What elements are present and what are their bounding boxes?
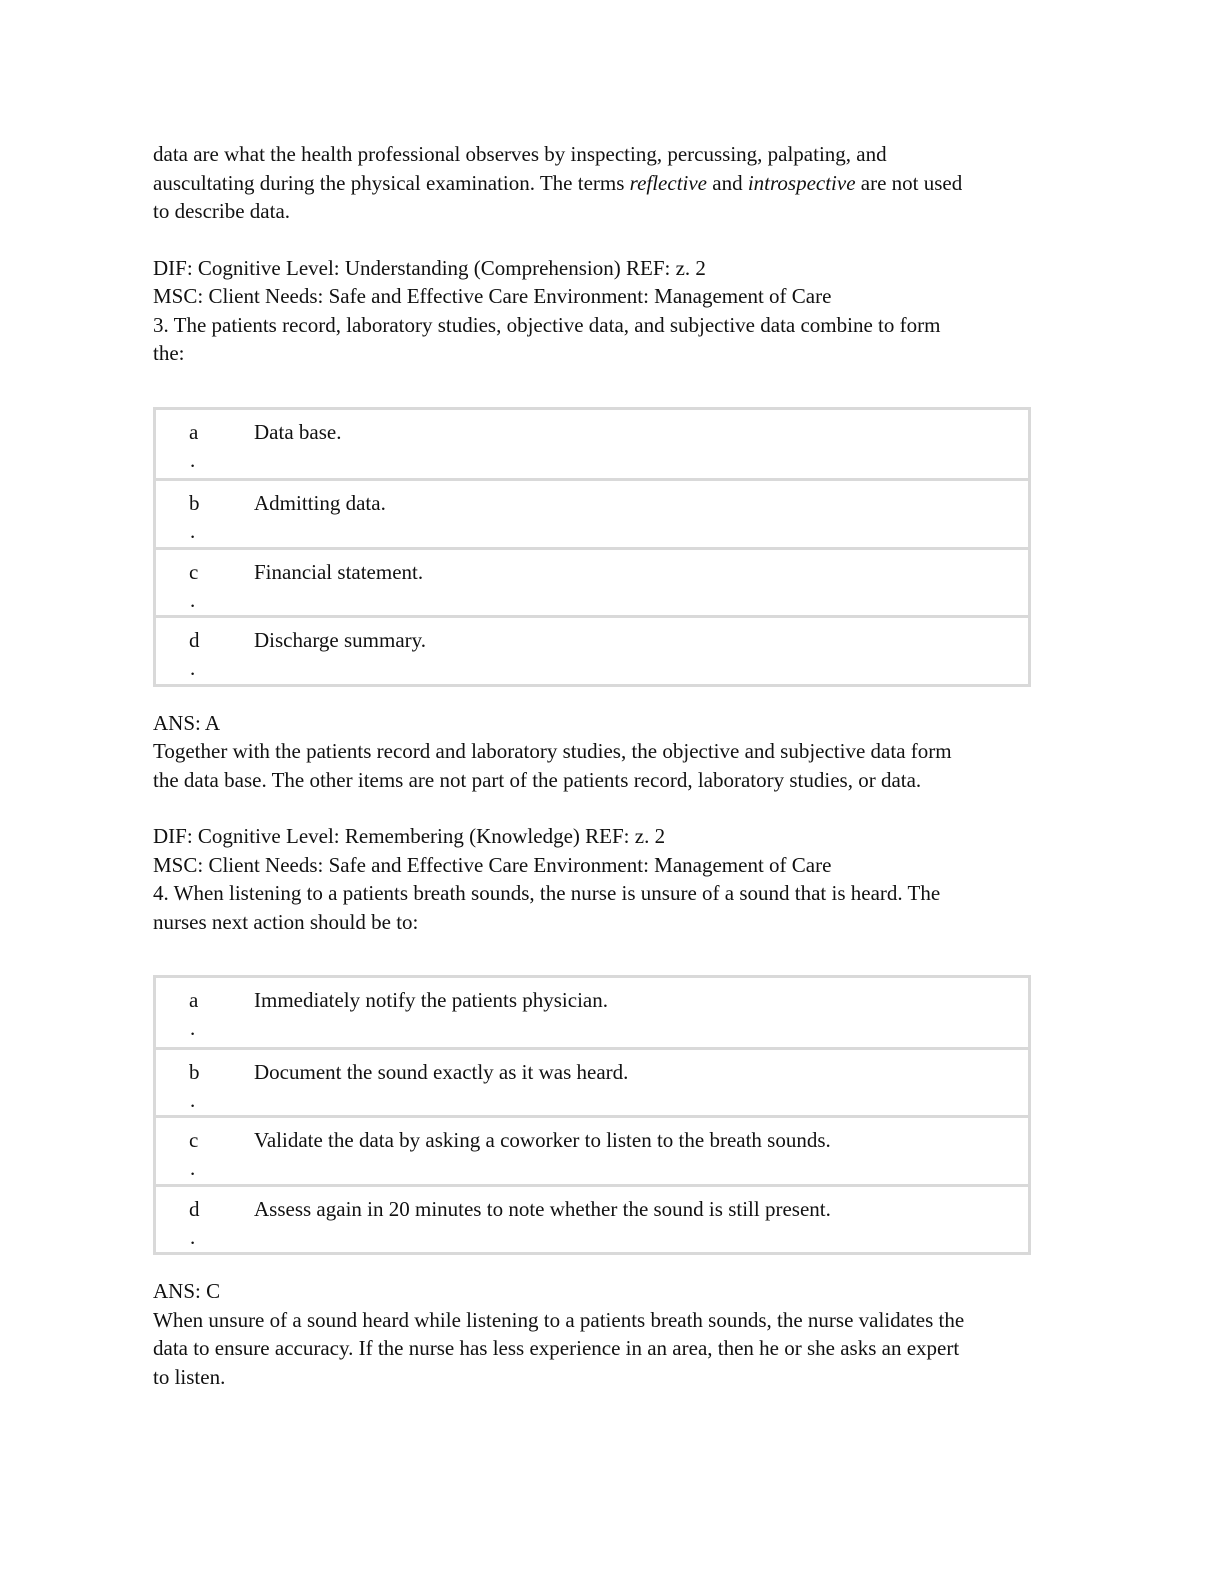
spacer [153,226,1053,254]
option-letter: a . [189,988,199,1040]
q3-dif: DIF: Cognitive Level: Remembering (Knowledge) REF: z. 2 [153,824,666,848]
spacer [153,368,1053,407]
q4-answer: ANS: C [153,1279,221,1303]
option-letter: c . [189,559,199,612]
q4-options-table [153,975,1031,1255]
q2-dif: DIF: Cognitive Level: Understanding (Comprehension) REF: z. 2 [153,255,706,280]
option-letter: b . [189,491,200,543]
intro-line-1: data are what the health professional observes by inspecting, percussing, palpating, and [153,142,887,166]
q4-rationale-line-1: When unsure of a sound heard while listening to a patients breath sounds, the nurse validates the [153,1307,965,1332]
option-text: Discharge summary. [254,628,427,652]
option-text: Immediately notify the patients physician. [254,988,608,1012]
q2-meta [153,254,1053,311]
spacer [153,687,1053,709]
q4-option-a[interactable] [156,978,1028,1047]
q3-rationale-line-1: Together with the patients record and laboratory studies, the objective and subjective data form [153,739,952,763]
option-letter: d . [189,628,200,680]
q3-msc: MSC: Client Needs: Safe and Effective Care Environment: Management of Care [153,852,832,877]
option-text: Document the sound exactly as it was heard. [254,1059,629,1084]
option-letter: c . [189,1128,199,1180]
option-letter: a . [189,419,199,472]
intro-line-3: to describe data. [153,199,291,223]
q4-stem-line-1: 4. When listening to a patients breath sounds, the nurse is unsure of a sound that is heard. The [153,881,941,905]
option-text: Assess again in 20 minutes to note whether the sound is still present. [254,1196,831,1221]
option-letter: d . [189,1196,200,1249]
option-text: Validate the data by asking a coworker to listen to the breath sounds. [254,1128,831,1152]
q3-options-table [153,407,1031,687]
spacer [153,794,1053,822]
question-3-stem [153,311,1053,368]
spacer [153,936,1053,975]
q4-option-c[interactable] [156,1115,1028,1184]
q3-stem-line-1: 3. The patients record, laboratory studies, objective data, and subjective data combine to form [153,312,941,337]
q3-answer: ANS: A [153,710,221,735]
q4-option-b[interactable] [156,1047,1028,1116]
q2-msc: MSC: Client Needs: Safe and Effective Care Environment: Management of Care [153,284,832,308]
term-reflective: reflective [629,170,708,195]
term-introspective: introspective [747,170,856,195]
q4-rationale-line-2: data to ensure accuracy. If the nurse has less experience in an area, then he or she asks an expert [153,1336,960,1360]
q3-stem-line-2: the: [153,341,185,365]
q3-option-c[interactable] [156,547,1028,616]
q3-option-b[interactable] [156,478,1028,547]
document-page [153,140,1053,1391]
q4-option-d[interactable] [156,1184,1028,1253]
option-text: Data base. [254,419,342,444]
intro-paragraph [153,140,1053,226]
q3-meta [153,822,1053,879]
q4-rationale-line-3: to listen. [153,1364,226,1389]
q3-answer-block [153,709,1053,795]
option-letter: b . [189,1059,200,1112]
q3-rationale-line-2: the data base. The other items are not part of the patients record, laboratory studies, or data. [153,767,922,792]
q4-stem-line-2: nurses next action should be to: [153,909,419,934]
q3-option-a[interactable] [156,410,1028,479]
q3-option-d[interactable] [156,615,1028,684]
question-4-stem [153,879,1053,936]
option-text: Admitting data. [254,491,386,515]
q4-answer-block [153,1277,1053,1391]
intro-line-2: auscultating during the physical examination. The terms reflective and introspective are not used [153,170,963,195]
spacer [153,1255,1053,1277]
option-text: Financial statement. [254,559,424,584]
